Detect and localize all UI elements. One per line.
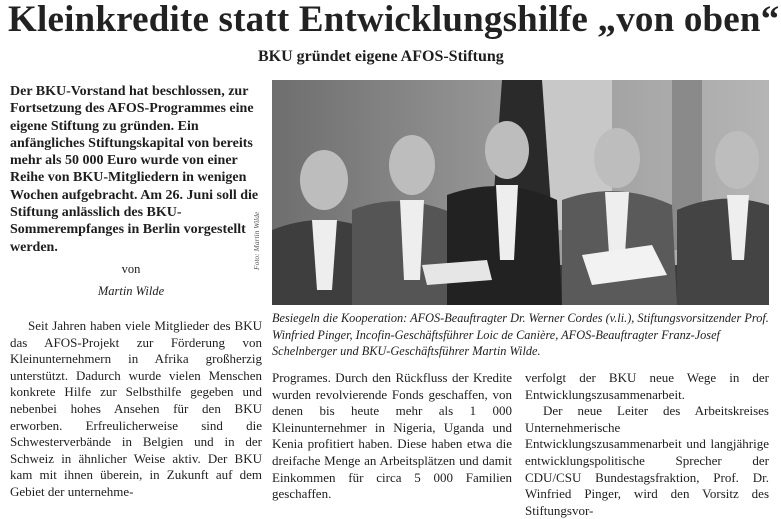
body-paragraph: Seit Jahren haben viele Mitglieder des BKU das AFOS-Projekt zur Förderung von Kleinunternehmern in Afrika großherzig unterstützt. Dadurch wurde vielen Menschen konkrete Hilfe zur Selbsthilfe gegeben und nebenbei hohes Ansehen für den BKU erworben. Erfreulicherweise sind die Schwesterverbände in Belgien und in der Schweiz in ähnlicher Weise aktiv. Der BKU kam mit ihnen überein, in Zukunft auf dem Gebiet der unternehme- <box>10 318 262 499</box>
body-column-2 <box>272 370 512 503</box>
photo-credit: Foto: Martin Wilde <box>252 211 261 270</box>
body-column-3 <box>525 370 769 519</box>
photo-caption: Besiegeln die Kooperation: AFOS-Beauftragter Dr. Werner Cordes (v.li.), Stiftungsvorsitzender Prof. Winfried Pinger, Incofin-Geschäftsführer Loic de Canière, AFOS-Beauftragter Franz-Josef Schelnberger und BKU-Geschäftsführer Martin Wilde. <box>272 311 769 358</box>
body-paragraph: Der neue Leiter des Arbeitskreises Unternehmerische Entwicklungszusammenarbeit und langjährige entwicklungspolitische Sprecher der CDU/CSU Bundestagsfraktion, Prof. Dr. Winfried Pinger, wird den Vorsitz des Stiftungsvor- <box>525 403 769 518</box>
group-photo <box>272 80 769 305</box>
body-column-1 <box>10 318 262 501</box>
body-paragraph: verfolgt der BKU neue Wege in der Entwicklungszusammenarbeit. <box>525 370 769 402</box>
headline: Kleinkredite statt Entwicklungshilfe „von oben“ <box>8 0 780 40</box>
subheadline: BKU gründet eigene AFOS-Stiftung <box>258 48 504 65</box>
byline-author: Martin Wilde <box>97 284 165 298</box>
lead-paragraph: Der BKU-Vorstand hat beschlossen, zur Fortsetzung des AFOS-Programmes eine eigene Stiftung zu gründen. Ein anfängliches Stiftungskapital von bereits mehr als 50 000 Euro wurde von einer Reihe von BKU-Mitgliedern in wenigen Wochen aufgebracht. Am 26. Juni soll die Stiftung anlässlich des BKU-Sommerempfanges in Berlin vorgestellt werden. <box>10 84 259 255</box>
byline-von: von <box>121 262 141 276</box>
body-paragraph: Programes. Durch den Rückfluss der Kredite wurden revolvierende Fonds geschaffen, von denen bis heute mehr als 1 000 Kleinunternehmer in Nigeria, Uganda und Kenia profitiert haben. Diese haben etwa die dreifache Menge an Arbeitsplätzen und damit Einkommen für circa 5 000 Familien geschaffen. <box>272 370 512 502</box>
